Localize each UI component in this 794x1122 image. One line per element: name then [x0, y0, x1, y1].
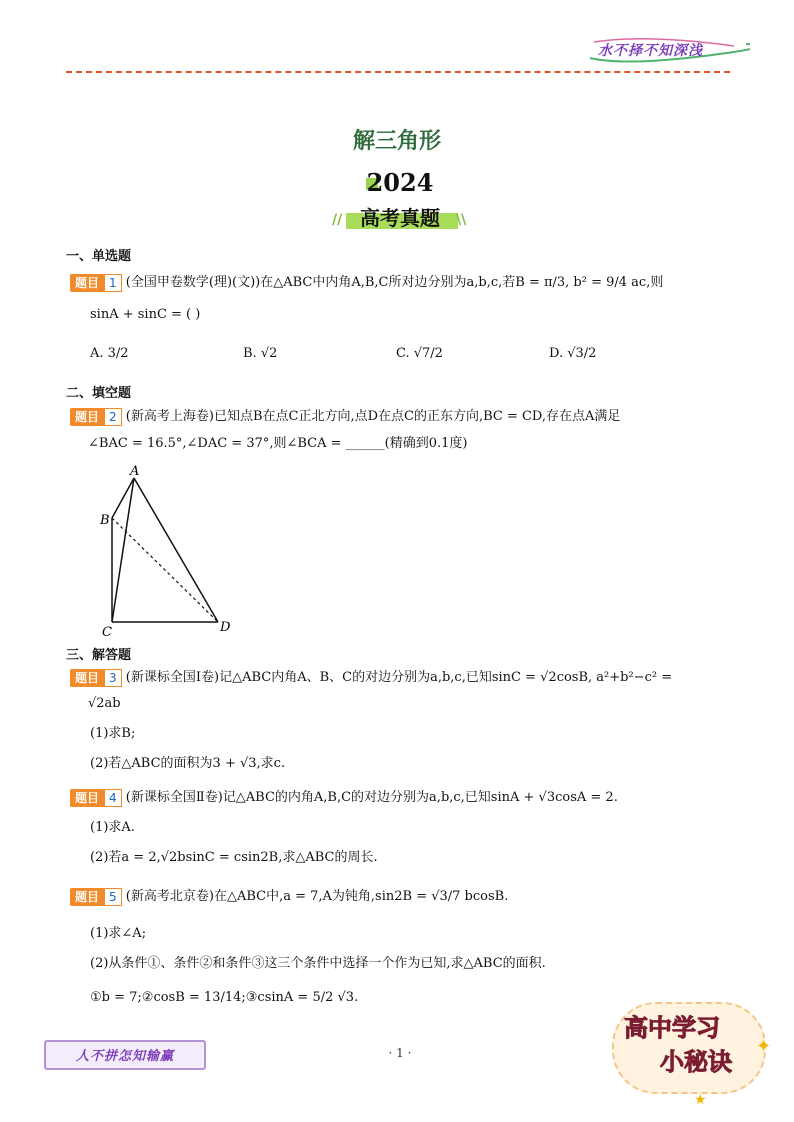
question-tag: 题目 1	[70, 274, 122, 292]
stamp-line2: 小秘诀	[660, 1048, 732, 1076]
question-5-part1: (1)求∠A;	[90, 926, 147, 941]
label-a: A	[130, 464, 140, 479]
year-text: 2024	[366, 168, 434, 197]
star-icon: ★	[694, 1092, 707, 1108]
question-4-line1: (新课标全国Ⅱ卷)记△ABC的内角A,B,C的对边分别为a,b,c,已知sinA + √3cosA = 2.	[125, 790, 618, 805]
label-c: C	[102, 625, 112, 638]
question-tag: 题目 2	[70, 408, 122, 426]
option-b: B. √2	[243, 346, 278, 361]
label-d: D	[220, 620, 231, 635]
footer-motto	[44, 1040, 206, 1070]
question-3-part2: (2)若△ABC的面积为3 + √3,求c.	[90, 756, 286, 771]
question-2-line2: ∠BAC = 16.5°,∠DAC = 37°,则∠BCA = ______(精确到0.1度)	[88, 436, 468, 451]
question-5	[70, 887, 508, 907]
footer-motto-text: 人不拼怎知输赢	[75, 1049, 174, 1064]
stamp-line1: 高中学习	[624, 1014, 720, 1042]
option-c: C. √7/2	[396, 346, 443, 361]
question-2-line1: (新高考上海卷)已知点B在点C正北方向,点D在点C的正东方向,BC = CD,存在点A满足	[125, 409, 621, 424]
question-1	[70, 273, 663, 293]
question-3-line2: √2ab	[88, 696, 121, 711]
question-2	[70, 407, 620, 427]
section-heading-2: 二、填空题	[66, 386, 132, 401]
slash-right-icon: \\	[456, 212, 467, 228]
slash-left-icon: //	[332, 212, 343, 228]
question-1-line1: (全国甲卷数学(理)(文))在△ABC中内角A,B,C所对边分别为a,b,c,若B = π/3, b² = 9/4 ac,则	[125, 275, 664, 290]
question-3	[70, 668, 672, 688]
question-tag: 题目 3	[70, 669, 122, 687]
study-tips-stamp	[606, 996, 776, 1108]
triangle-figure	[96, 464, 246, 638]
question-5-line1: (新高考北京卷)在△ABC中,a = 7,A为钝角,sin2B = √3/7 bcosB.	[125, 889, 509, 904]
question-tag: 题目 4	[70, 789, 122, 807]
header-motto	[584, 36, 750, 64]
section-heading-1: 一、单选题	[66, 249, 132, 264]
question-5-part2: (2)从条件①、条件②和条件③这三个条件中选择一个作为已知,求△ABC的面积.	[90, 956, 546, 971]
question-5-part3: ①b = 7;②cosB = 13/14;③csinA = 5/2 √3.	[90, 990, 359, 1005]
page-title: 解三角形	[352, 129, 441, 154]
label-b: B	[100, 513, 110, 528]
question-4	[70, 788, 618, 808]
banner-text: 高考真题	[360, 206, 440, 230]
option-d: D. √3/2	[549, 346, 597, 361]
question-4-part2: (2)若a = 2,√2bsinC = csin2B,求△ABC的周长.	[90, 850, 378, 865]
page-number: · 1 ·	[388, 1046, 412, 1060]
question-4-part1: (1)求A.	[90, 820, 135, 835]
header-divider	[66, 71, 730, 73]
question-3-line1: (新课标全国Ⅰ卷)记△ABC内角A、B、C的对边分别为a,b,c,已知sinC = √2cosB, a²+b²−c² =	[125, 670, 673, 685]
option-a: A. 3/2	[90, 346, 129, 361]
banner	[330, 200, 470, 232]
question-1-line2: sinA + sinC = ( )	[90, 307, 201, 322]
sparkle-icon: ✦	[756, 1036, 772, 1057]
question-3-part1: (1)求B;	[90, 726, 136, 741]
question-tag: 题目 5	[70, 888, 122, 906]
year-block	[360, 168, 440, 198]
section-heading-3: 三、解答题	[66, 648, 132, 663]
header-motto-text: 水不择不知深浅	[598, 43, 703, 59]
